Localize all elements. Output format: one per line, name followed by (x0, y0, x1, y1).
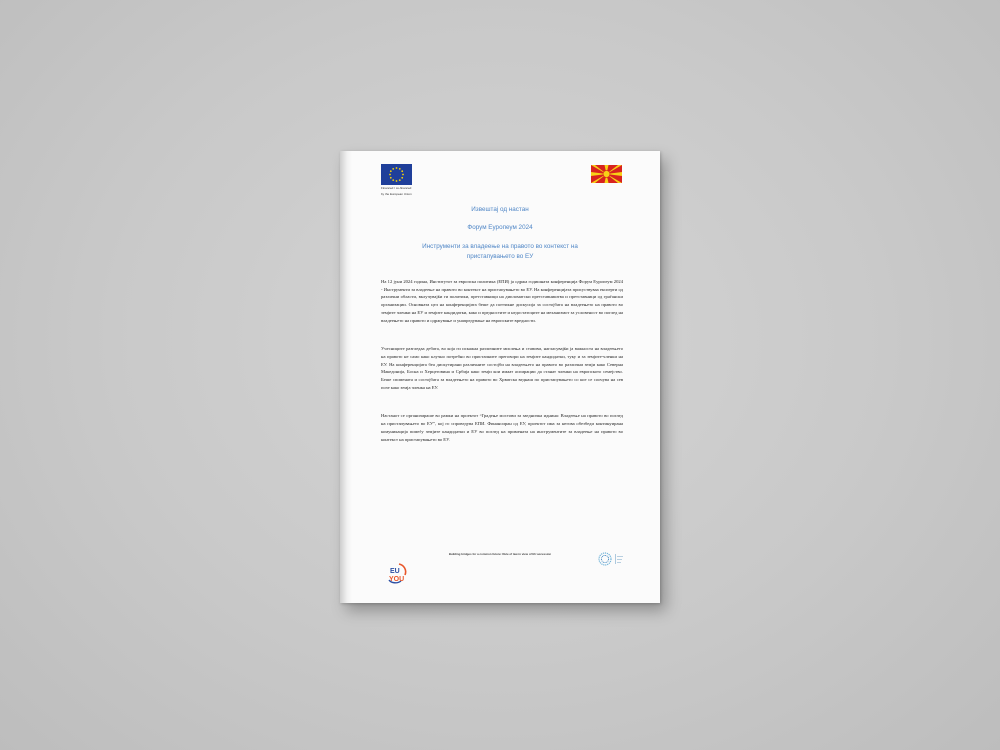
footer-tagline: Building bridges for a common future: Rule of law in view of EU accession (448, 552, 552, 556)
document-body (381, 278, 623, 443)
event-title: Форум Еуропеум 2024 (467, 224, 533, 231)
euyou-line2: YOU (389, 576, 405, 583)
eu-and-you-logo (385, 561, 409, 585)
document-titles (380, 206, 620, 262)
macedonia-flag-icon (591, 165, 622, 183)
eu-flag-icon (381, 164, 412, 185)
body-paragraph: Учесниците разгледаа дебата, во која ги искажаа различните мислења и ставови, нагласувајќи ја важноста на владеењето на правото не само како клучно потребно во пристапните преговори на земјите кандидатки, туку и за земјите-членки на ЕУ. На конференцијата беа дискутирани различните состојби на владеењето на правото во различни земји како Северна Македонија, Босна и Херцеговина и Србија како земји кои имаат аспирации да станат членки на европското семејство. Беше спомената и состојбата за владеењето на правото во Хрватска веднаш по пристапувањето со кое се соочува на сев позе како земја членка на ЕУ. (381, 346, 623, 390)
euyou-line1: EU (390, 568, 400, 575)
eu-caption-line2: by the European Union (381, 191, 412, 196)
report-document (340, 151, 660, 603)
eu-stars-icon (381, 164, 412, 185)
eu-caption-line1: Financed / co-financed (381, 186, 412, 190)
body-paragraph: На 12 јуни 2024 година, Институтот за европска политика (ЕПИ) ја одржа годишната конференција Форум Еуропеум 2024 - Инструменти за владеење на правото во контекст на пристапувањето во ЕУ. На конференцијата присуствуваа експерти од различни области, вклучувајќи ги политики, претставници на дипломатски претставништва и претставници од граѓански организации. Основната цел на конференцијата беше да поттикне дискусија за состојбата на владеењето на правото во земјите членки на ЕУ и земјите кандидатки, како и предностите и недостатоците на механизмот за условеност во поглед на владеењето на правото и одржување и унапредување на европските вредности. (381, 279, 623, 323)
report-type-title: Извештај од настан (471, 206, 529, 213)
event-subtitle: Инструменти за владеење на правото во контекст на пристапувањето во ЕУ (422, 243, 578, 260)
body-paragraph: Настанот се организираше во рамки на проектот “Градење мостови за заедничка иднина: Владеење на правото во поглед на пристапувањето во ЕУ”, кој го спроведува ЕПИ. Финансиран од ЕУ, проектот има за негова обезбеди континуирана комуникација помеѓу земјите кандидатки и ЕУ во поглед на примената на инструментите за владеење на правото во контекст на пристапувањето во ЕУ. (381, 413, 623, 442)
epi-partner-logo (595, 551, 625, 567)
eu-funding-logo (381, 164, 461, 196)
